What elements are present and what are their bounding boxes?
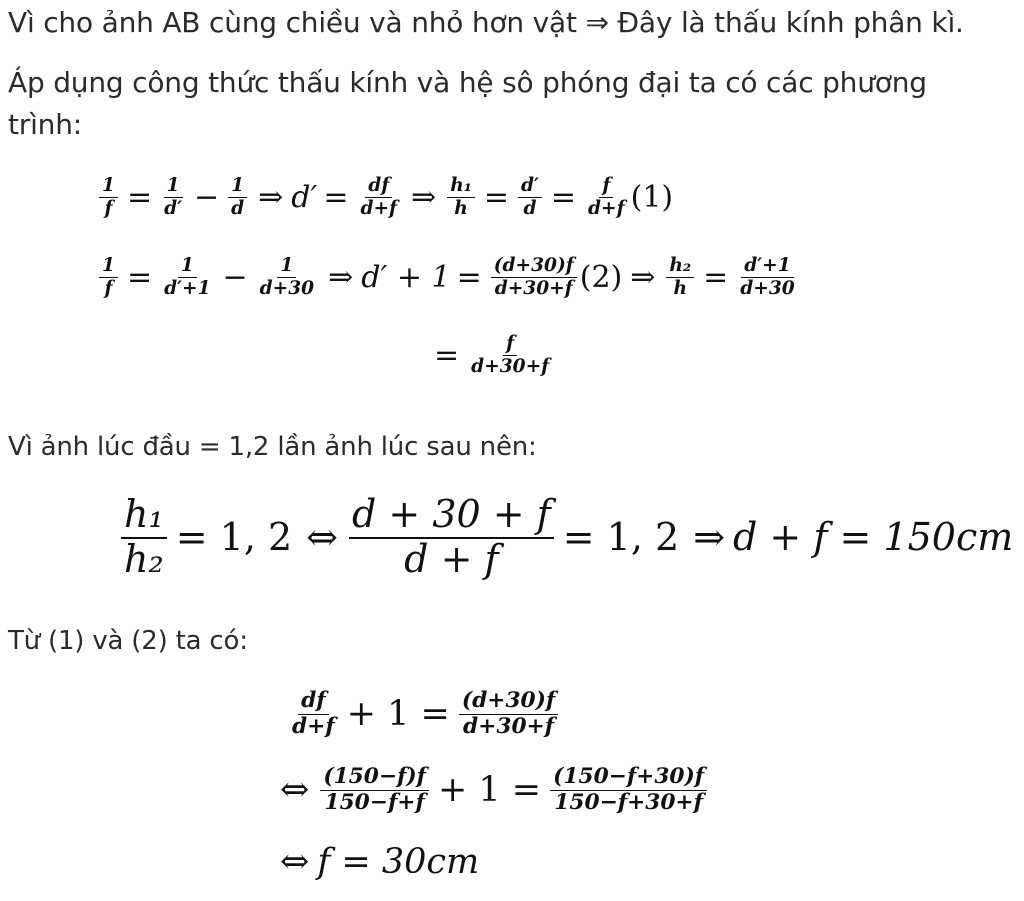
numerator: 1 <box>99 256 118 278</box>
result-expression: d + f = 150cm <box>733 515 1014 560</box>
denominator: d + f <box>404 536 499 581</box>
numerator: f <box>503 334 517 356</box>
equation-1 <box>96 176 673 218</box>
plus-one-equals: + 1 = <box>346 694 450 735</box>
equation-6 <box>280 842 479 882</box>
implies-arrow: ⇒ <box>328 259 354 295</box>
fraction <box>228 176 247 218</box>
math-term: d′ + 1 <box>361 259 451 295</box>
implies-arrow: ⇒ <box>693 515 726 560</box>
paragraph-text: Từ (1) và (2) ta có: <box>8 626 248 656</box>
paragraph-combine <box>8 622 248 661</box>
fraction <box>320 766 429 815</box>
denominator: d′+1 <box>164 277 211 299</box>
minus-sign: − <box>194 179 220 215</box>
final-result: f = 30cm <box>317 842 480 882</box>
fraction <box>585 176 628 218</box>
fraction <box>518 176 542 218</box>
denominator: d <box>523 197 537 219</box>
numerator: (150−f+30)f <box>550 766 707 791</box>
fraction <box>161 256 213 298</box>
numerator: 1 <box>164 176 183 198</box>
equation-tag: (1) <box>630 179 674 215</box>
implies-arrow: ⇒ <box>630 259 656 295</box>
numerator: 1 <box>99 176 118 198</box>
denominator: 150−f+30+f <box>554 789 703 815</box>
paragraph-text: Vì cho ảnh AB cùng chiều và nhỏ hơn vật ⇒ Đây là thấu kính phân kì. <box>8 6 964 39</box>
equals-sign: = <box>126 259 153 295</box>
minus-sign: − <box>222 259 248 295</box>
equals-value: = 1, 2 <box>175 515 293 560</box>
fraction <box>550 766 707 815</box>
implies-arrow: ⇒ <box>258 179 284 215</box>
numerator: (d+30)f <box>491 256 577 278</box>
denominator: 150−f+f <box>324 789 425 815</box>
fraction <box>257 256 317 298</box>
equation-5 <box>280 766 710 815</box>
denominator: h <box>673 277 688 299</box>
equals-sign: = <box>126 179 153 215</box>
numerator: 1 <box>178 256 197 278</box>
math-term: d′ <box>291 179 318 215</box>
denominator: h <box>454 197 468 219</box>
equals-sign: = <box>483 179 509 215</box>
equation-4 <box>286 690 561 739</box>
numerator: d + 30 + f <box>349 495 554 539</box>
denominator: d+30 <box>740 277 795 299</box>
fraction <box>121 492 167 581</box>
numerator: d′ <box>518 176 542 198</box>
denominator: f <box>104 277 113 299</box>
numerator: df <box>365 176 392 198</box>
fraction <box>99 176 118 218</box>
numerator: h₂ <box>666 256 694 278</box>
paragraph-ratio-statement <box>8 428 537 467</box>
equals-sign: = <box>703 259 729 295</box>
fraction <box>99 256 118 298</box>
equivalence-arrow: ⇔ <box>280 842 310 882</box>
implies-arrow: ⇒ <box>411 179 437 215</box>
numerator: 1 <box>277 256 296 278</box>
fraction <box>468 334 552 376</box>
numerator: f <box>599 176 613 198</box>
numerator: 1 <box>228 176 247 198</box>
equivalence-arrow: ⇔ <box>306 515 338 560</box>
fraction <box>491 256 577 298</box>
fraction <box>666 256 694 298</box>
numerator: d′+1 <box>741 256 793 278</box>
denominator: d′ <box>164 197 182 219</box>
denominator: d+30+f <box>463 713 555 739</box>
fraction <box>161 176 185 218</box>
equals-value: = 1, 2 <box>562 515 680 560</box>
fraction <box>289 690 338 739</box>
denominator: d+30+f <box>471 355 550 377</box>
equation-2 <box>96 256 801 298</box>
numerator: h₁ <box>121 495 167 539</box>
plus-one-equals: + 1 = <box>437 770 542 811</box>
numerator: (d+30)f <box>459 690 558 715</box>
equivalence-arrow: ⇔ <box>280 770 310 811</box>
denominator: d+30+f <box>494 277 573 299</box>
paragraph-conclusion-lens <box>8 2 964 44</box>
paragraph-apply-formula <box>8 62 927 146</box>
equals-sign: = <box>323 179 349 215</box>
denominator: f <box>104 197 113 219</box>
fraction <box>357 176 400 218</box>
denominator: d+f <box>360 197 398 219</box>
denominator: d+f <box>588 197 625 219</box>
fraction <box>459 690 558 739</box>
equals-sign: = <box>456 259 482 295</box>
paragraph-line-2: trình: <box>8 108 82 141</box>
denominator: d <box>231 197 245 219</box>
equals-sign: = <box>550 179 577 215</box>
equals-sign: = <box>434 337 460 373</box>
denominator: h₂ <box>124 536 164 581</box>
fraction <box>349 492 554 581</box>
numerator: df <box>298 690 329 715</box>
numerator: (150−f)f <box>320 766 429 791</box>
denominator: d+f <box>292 713 335 739</box>
paragraph-text: Vì ảnh lúc đầu = 1,2 lần ảnh lúc sau nên: <box>8 432 537 462</box>
numerator: h₁ <box>447 176 475 198</box>
equation-tag: (2) <box>579 259 623 295</box>
paragraph-line-1: Áp dụng công thức thấu kính và hệ sô phóng đại ta có các phương <box>8 66 927 99</box>
equation-3 <box>118 492 1014 581</box>
fraction <box>447 176 475 218</box>
equation-2-continuation <box>428 334 555 376</box>
denominator: d+30 <box>259 277 315 299</box>
fraction <box>737 256 797 298</box>
